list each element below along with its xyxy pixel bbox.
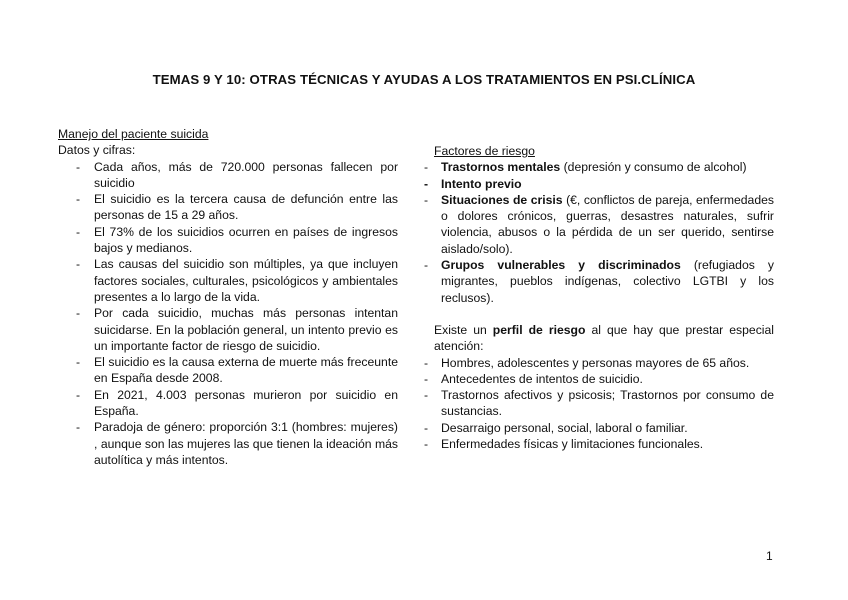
risk-profile-intro-after: al que hay que prestar especial atención: [434, 322, 774, 354]
right-column [422, 143, 774, 452]
data-subheading: Datos y cifras: [58, 143, 136, 158]
list-item: - Antecedentes de intentos de suicidio. [422, 371, 774, 387]
facts-list [58, 159, 398, 469]
risk-factor-item [422, 257, 774, 306]
risk-factors-heading: Factores de riesgo [434, 144, 535, 158]
risk-factor-name: Trastornos mentales [441, 160, 561, 175]
left-column [58, 126, 398, 468]
risk-profile-list [422, 355, 774, 453]
risk-factor-detail: (€, conflictos de pareja, enfermedades o dolores crónicos, guerras, desastres naturales, sufrir violencia, abusos o la pérdida de un ser querido, sentirse aislado/solo). [441, 192, 774, 256]
risk-factor-item [422, 176, 774, 192]
list-item: - Trastornos afectivos y psicosis; Trastornos por consumo de sustancias. [422, 387, 774, 420]
list-item: - El suicidio es la causa externa de muerte más freceunte en España desde 2008. [58, 354, 398, 387]
risk-profile-intro-before: Existe un [434, 322, 493, 337]
list-item: - En 2021, 4.003 personas murieron por suicidio en España. [58, 387, 398, 420]
list-item: - Enfermedades físicas y limitaciones funcionales. [422, 436, 774, 452]
list-item: - Cada años, más de 720.000 personas fallecen por suicidio [58, 159, 398, 192]
risk-factor-item [422, 159, 774, 175]
section-heading: Manejo del paciente suicida [58, 127, 209, 141]
risk-factor-detail: (refugiados y migrantes, pueblos indígenas, colectivo LGTBI y los reclusos). [441, 258, 774, 305]
list-item: - Paradoja de género: proporción 3:1 (hombres: mujeres) , aunque son las mujeres las que tienen la ideación más autolítica y más intentos. [58, 419, 398, 468]
list-item: - El suicidio es la tercera causa de defunción entre las personas de 15 a 29 años. [58, 191, 398, 224]
risk-profile-term: perfil de riesgo [492, 322, 586, 337]
list-item: - Por cada suicidio, muchas más personas intentan suicidarse. En la población general, un intento previo es un importante factor de riesgo de suicidio. [58, 305, 398, 354]
risk-profile-intro [422, 322, 774, 355]
risk-factors-list [422, 159, 774, 306]
list-item: - Las causas del suicidio son múltiples, ya que incluyen factores sociales, culturales, psicológicos y ambientales presentes a lo largo de la vida. [58, 256, 398, 305]
risk-factor-name: Situaciones de crisis [441, 192, 563, 207]
page-number: 1 [766, 549, 773, 563]
risk-factor-detail: (depresión y consumo de alcohol) [560, 160, 747, 175]
risk-factor-name: Grupos vulnerables y discriminados [441, 258, 681, 273]
page-title: TEMAS 9 Y 10: OTRAS TÉCNICAS Y AYUDAS A LOS TRATAMIENTOS EN PSI.CLÍNICA [152, 72, 696, 87]
risk-factor-name: Intento previo [441, 176, 522, 191]
list-item: - Hombres, adolescentes y personas mayores de 65 años. [422, 355, 774, 371]
list-item: - Desarraigo personal, social, laboral o familiar. [422, 420, 774, 436]
list-item: - El 73% de los suicidios ocurren en países de ingresos bajos y medianos. [58, 224, 398, 257]
risk-factor-item [422, 192, 774, 257]
